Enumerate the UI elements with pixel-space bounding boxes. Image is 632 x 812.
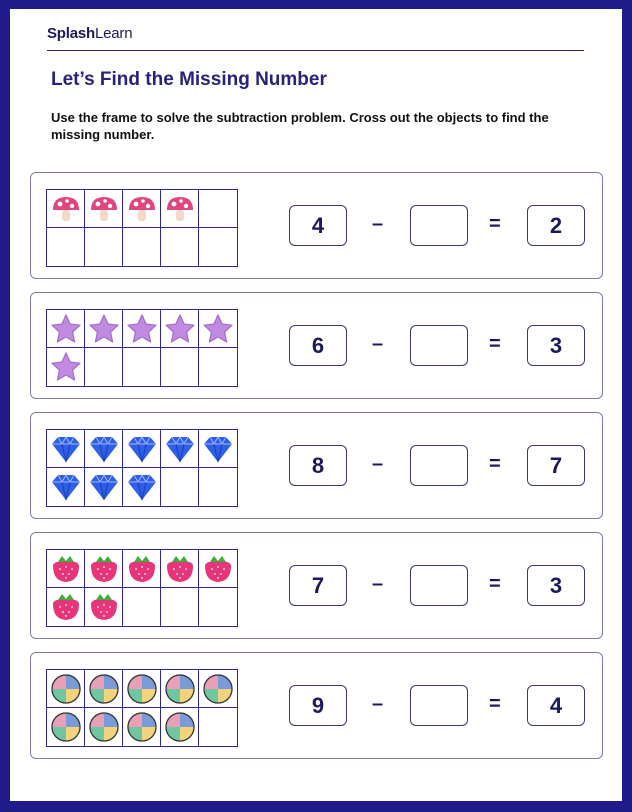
worksheet-title: Let’s Find the Missing Number (51, 69, 327, 90)
equation (31, 445, 602, 487)
equals-sign: = (489, 573, 501, 595)
answer-box[interactable] (410, 565, 468, 606)
equals-sign: = (489, 333, 501, 355)
problem-list (30, 172, 603, 772)
minuend-box: 7 (289, 565, 347, 606)
brand-logo: SplashLearn (47, 25, 133, 42)
minuend-box: 6 (289, 325, 347, 366)
problem-row (30, 172, 603, 279)
problem-row (30, 652, 603, 759)
minus-sign: – (372, 333, 384, 355)
answer-box[interactable] (410, 685, 468, 726)
problem-row (30, 412, 603, 519)
minus-sign: – (372, 573, 384, 595)
minus-sign: – (372, 453, 384, 475)
problem-row (30, 532, 603, 639)
minuend-box: 8 (289, 445, 347, 486)
result-box: 7 (527, 445, 585, 486)
answer-box[interactable] (410, 325, 468, 366)
answer-box[interactable] (410, 445, 468, 486)
equation (31, 565, 602, 607)
problem-row (30, 292, 603, 399)
result-box: 2 (527, 205, 585, 246)
minus-sign: – (372, 213, 384, 235)
minus-sign: – (372, 693, 384, 715)
header-divider (47, 50, 584, 51)
result-box: 4 (527, 685, 585, 726)
equation (31, 685, 602, 727)
minuend-box: 4 (289, 205, 347, 246)
minuend-box: 9 (289, 685, 347, 726)
instructions-text: Use the frame to solve the subtraction problem. Cross out the objects to find the missing number. (51, 110, 549, 142)
worksheet-page (10, 9, 622, 801)
equals-sign: = (489, 213, 501, 235)
result-box: 3 (527, 565, 585, 606)
answer-box[interactable] (410, 205, 468, 246)
equals-sign: = (489, 693, 501, 715)
equals-sign: = (489, 453, 501, 475)
equation (31, 325, 602, 367)
result-box: 3 (527, 325, 585, 366)
equation (31, 205, 602, 247)
